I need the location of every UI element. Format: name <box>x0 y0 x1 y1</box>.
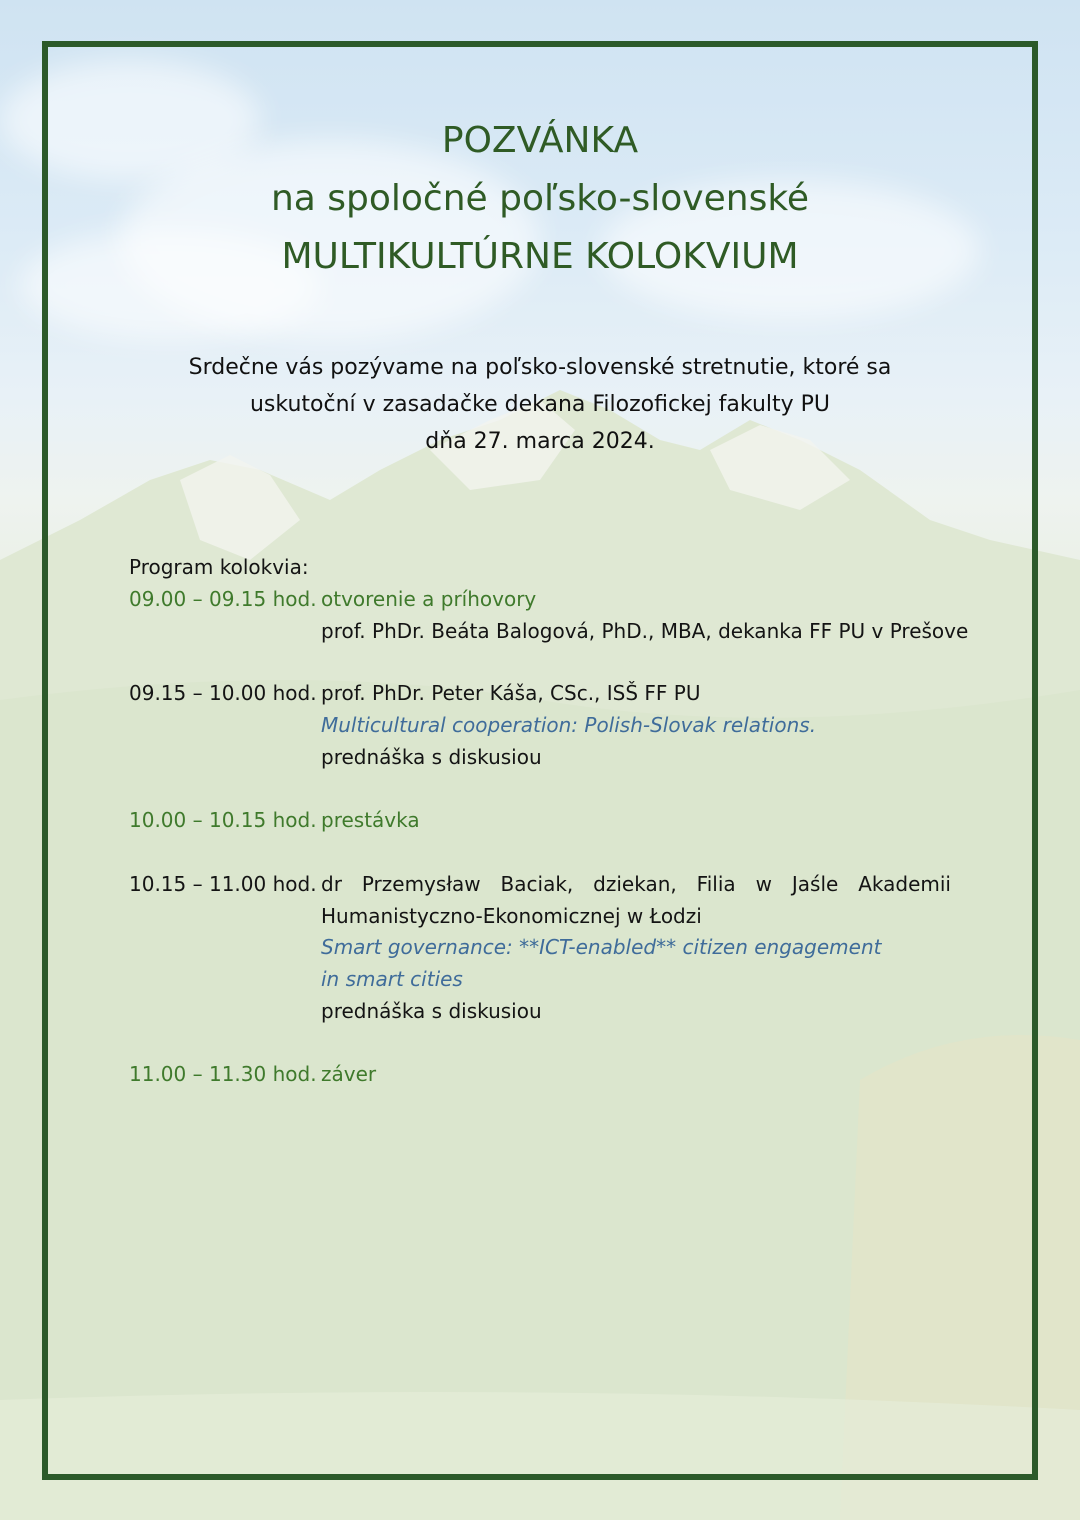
program-heading: Program kolokvia: <box>129 555 309 579</box>
program-note-2: prednáška s diskusiou <box>321 745 542 769</box>
program-note-4: prednáška s diskusiou <box>321 999 542 1023</box>
program-title-5: záver <box>321 1062 377 1086</box>
program-time-4: 10.15 – 11.00 hod. <box>129 872 317 896</box>
program-speaker-1: prof. PhDr. Beáta Balogová, PhD., MBA, dekanka FF PU v Prešove <box>321 619 969 643</box>
program-time-2: 09.15 – 10.00 hod. <box>129 681 317 705</box>
program-time-3: 10.00 – 10.15 hod. <box>129 808 317 832</box>
program-title-3: prestávka <box>321 808 420 832</box>
title-event-name: MULTIKULTÚRNE KOLOKVIUM <box>281 236 799 277</box>
program-topic-2: Multicultural cooperation: Polish-Slovak relations. <box>321 713 817 737</box>
intro-line-3: dňa 27. marca 2024. <box>425 429 655 454</box>
title-subtitle: na spoločné poľsko-slovenské <box>270 178 810 219</box>
program-speaker-4-line-2: Humanistyczno-Ekonomicznej w Łodzi <box>321 904 702 928</box>
program-time-1: 09.00 – 09.15 hod. <box>129 587 317 611</box>
program-time-5: 11.00 – 11.30 hod. <box>129 1062 317 1086</box>
program-speaker-2: prof. PhDr. Peter Káša, CSc., ISŠ FF PU <box>321 681 701 705</box>
intro-line-2: uskutoční v zasadačke dekana Filozofickej fakulty PU <box>249 392 831 417</box>
program-topic-4-line-1: Smart governance: **ICT-enabled** citizen engagement <box>321 935 882 959</box>
program-topic-4-line-2: in smart cities <box>321 967 463 991</box>
program-title-1: otvorenie a príhovory <box>321 587 537 611</box>
program-speaker-4-line-1: dr Przemysław Baciak, dziekan, Filia w Jaśle Akademii <box>321 872 951 896</box>
intro-line-1: Srdečne vás pozývame na poľsko-slovenské stretnutie, ktoré sa <box>188 355 892 380</box>
intro-paragraph <box>0 349 1080 460</box>
title-invitation: POZVÁNKA <box>441 120 639 161</box>
